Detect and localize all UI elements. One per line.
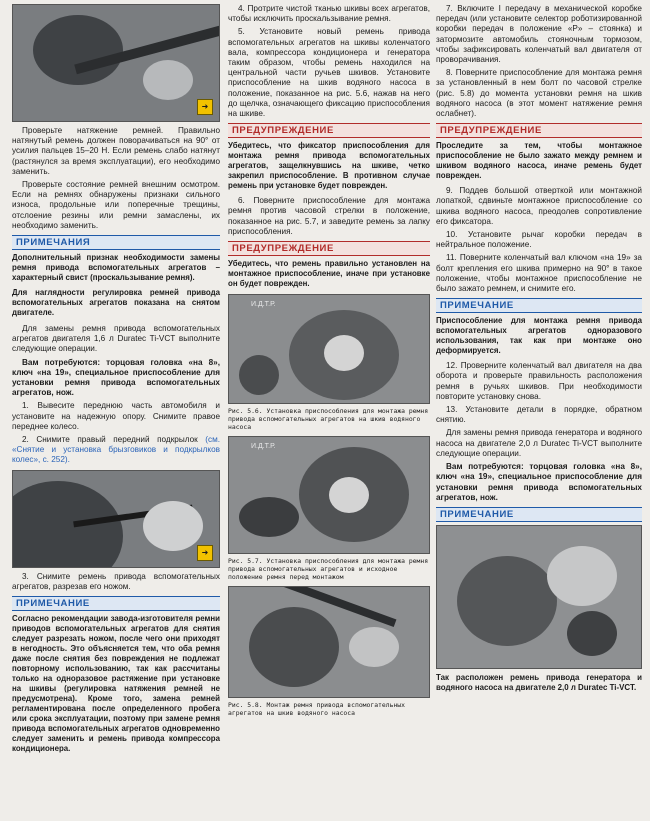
paragraph: 13. Установите детали в порядке, обратном снятию.: [436, 405, 642, 425]
paragraph: 4. Протрите чистой тканью шкивы всех агрегатов, чтобы исключить проскальзывание ремня.: [228, 4, 430, 24]
paragraph: Для замены ремня привода генератора и водяного насоса на двигателе 2,0 л Duratec Ti-VCT выполните следующие операции.: [436, 428, 642, 458]
wheel-arch-photo: [12, 470, 220, 568]
engine-photo-top: [12, 4, 220, 122]
warning-heading: ПРЕДУПРЕЖДЕНИЕ: [228, 123, 430, 138]
figure-caption: Рис. 5.6. Установка приспособления для монтажа ремня привода вспомогательных агрегатов на шкив водяного насоса: [228, 407, 429, 432]
column-left: [12, 4, 220, 759]
paragraph: Для замены ремня привода вспомогательных агрегатов двигателя 1,6 л Duratec Ti-VCT выполните следующие операции.: [12, 324, 220, 354]
step-text: 2. Снимите правый передний подкрылок: [22, 435, 198, 445]
paragraph: Проверьте натяжение ремней. Правильно натянутый ремень должен поворачиваться на 90° от усилия пальцев 15–20 Н. Если ремень слабо натянут (растянулся за время эксплуатации), его необходимо заменить.: [12, 126, 220, 176]
figure-5-7-photo: [228, 436, 430, 554]
paragraph: 8. Поверните приспособление для монтажа ремня за установленный в нем болт по часовой стрелке (рис. 5.8) до момента установки ремня на шкив водяного насоса (в этот момент натяжение ремня ослабнет).: [436, 68, 642, 119]
note-text: Для наглядности регулировка ремней привода вспомогательных агрегатов показана на снятом двигателе.: [12, 288, 220, 318]
watermark: И.Д.Т.Р.: [251, 301, 276, 309]
tools-required: Вам потребуются: торцовая головка «на 8», ключ «на 19», специальное приспособление для установки ремня привода вспомогательных агрегатов, нож.: [436, 462, 642, 502]
arrow-icon: ➜: [197, 545, 213, 561]
column-right: [436, 4, 642, 698]
note-heading: ПРИМЕЧАНИЕ: [12, 596, 220, 611]
paragraph: 6. Поверните приспособление для монтажа ремня против часовой стрелки в положение, показанное на рис. 5.7, и заведите ремень за лапку приспособления.: [228, 196, 430, 236]
paragraph: 3. Снимите ремень привода вспомогательных агрегатов, разрезав его ножом.: [12, 571, 220, 591]
tools-required: Вам потребуются: торцовая головка «на 8», ключ «на 19», специальное приспособление для установки ремня привода вспомогательных агрегатов, нож.: [12, 357, 220, 398]
note-heading: ПРИМЕЧАНИЕ: [436, 507, 642, 522]
note-text: Дополнительный признак необходимости замены ремня привода вспомогательных агрегатов – характерный свист (проскальзывание ремня).: [12, 253, 220, 283]
cross-reference-link[interactable]: (см. «Снятие и установка брызговиков и подкрылков колес», с. 252).: [12, 435, 220, 465]
warning-heading: ПРЕДУПРЕЖДЕНИЕ: [228, 241, 430, 256]
warning-text: Убедитесь, что ремень правильно установлен на монтажное приспособление, иначе при установке он будет поврежден.: [228, 259, 430, 289]
warning-text: Проследите за тем, чтобы монтажное приспособление не было зажато между ремнем и шкивом водяного насоса, иначе ремень будет поврежден.: [436, 141, 642, 181]
photo-caption: Так расположен ремень привода генератора и водяного насоса на двигателе 2,0 л Duratec Ti-VCT.: [436, 672, 642, 692]
figure-caption: Рис. 5.8. Монтаж ремня привода вспомогательных агрегатов на шкив водяного насоса: [228, 701, 405, 718]
paragraph: 7. Включите I передачу в механической коробке передач (или установите селектор роботизированной коробки передач в положение «P» – стоянка) и затормозите автомобиль стояночным тормозом, чтобы зафиксировать коленчатый вал двигателя от проворачивания.: [436, 4, 642, 65]
note-text: Согласно рекомендации завода-изготовителя ремни приводов вспомогательных агрегатов для снятия следует разрезать ножом, после чего они приходят в негодность. Это объясняется тем, что оба ремня даже после снятия без повреждения не подлежат повторному использованию, так как рассчитаны только на одноразовое растяжение при установке на шкивы (регулировка натяжения ремней не предусмотрена). Кроме того, замена ремней регламентирована после определенного пробега или срока эксплуатации, поэтому при замене ремня привода вспомогательных агрегатов одновременно следует заменить и ремень привода компрессора кондиционера.: [12, 614, 220, 754]
figure-5-8-photo: [228, 586, 430, 698]
paragraph: 11. Поверните коленчатый вал ключом «на 19» за болт крепления его шкива примерно на 90° в такое положение, чтобы монтажное приспособление не было зажато ремнем, и снимите его.: [436, 253, 642, 294]
figure-5-6-photo: [228, 294, 430, 404]
warning-text: Убедитесь, что фиксатор приспособления для монтажа ремня привода вспомогательных агрегатов, защелкнувшись на шкиве, четко закрепил приспособление. В противном случае ремень при установке будет поврежден.: [228, 141, 430, 191]
watermark: И.Д.Т.Р.: [251, 443, 276, 451]
figure-caption: Рис. 5.7. Установка приспособления для монтажа ремня привода вспомогательных агрегатов и исходное положение ремня перед монтажом: [228, 557, 429, 582]
paragraph: 5. Установите новый ремень привода вспомогательных агрегатов на шкивы коленчатого вала, компрессора кондиционера и генератора таким образом, чтобы ремень находился на центральной части ручьев шкивов. Установите приспособление на шкив водяного насоса в положение, показанное на рис. 5.6, нажав на него до щелчка, означающего фиксацию приспособления на шкиве.: [228, 27, 430, 119]
paragraph: 12. Проверните коленчатый вал двигателя на два оборота и проверьте правильность расположения ремня в ручьях шкивов. При необходимости повторите установку снова.: [436, 361, 642, 401]
engine-2-0-photo: [436, 525, 642, 669]
paragraph: 1. Вывесите переднюю часть автомобиля и установите на надежную опору. Снимите правое переднее колесо.: [12, 401, 220, 431]
paragraph: [12, 435, 220, 466]
paragraph: 10. Установите рычаг коробки передач в нейтральное положение.: [436, 230, 642, 250]
column-middle: [228, 4, 430, 722]
arrow-icon: ➜: [197, 99, 213, 115]
note-text: Приспособление для монтажа ремня привода вспомогательных агрегатов одноразового использования, так как при монтаже оно деформируется.: [436, 316, 642, 356]
note-heading: ПРИМЕЧАНИЕ: [436, 298, 642, 313]
paragraph: 9. Поддев большой отверткой или монтажной лопаткой, сдвиньте монтажное приспособление со шкива водяного насоса, преодолев сопротивление его фиксатора.: [436, 186, 642, 226]
paragraph: Проверьте состояние ремней внешним осмотром. Если на ремнях обнаружены признаки сильного износа, продольные или поперечные трещины, отслоение резины или ремни замаслены, их необходимо заменить.: [12, 180, 220, 230]
note-heading: ПРИМЕЧАНИЯ: [12, 235, 220, 250]
warning-heading: ПРЕДУПРЕЖДЕНИЕ: [436, 123, 642, 138]
